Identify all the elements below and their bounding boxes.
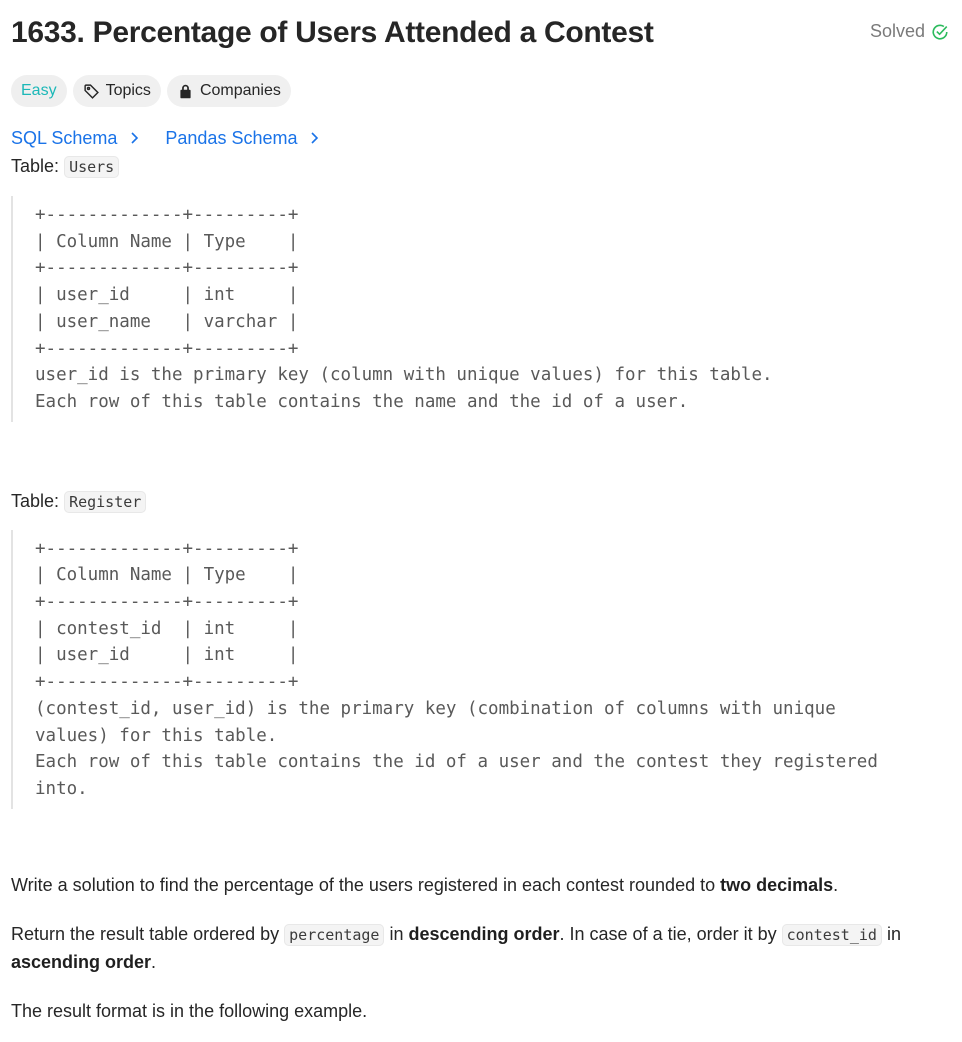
sql-schema-link[interactable] <box>11 127 141 149</box>
text: . In case of a tie, order it by <box>559 923 782 944</box>
title-row <box>11 0 951 58</box>
description-paragraph-1 <box>11 872 951 899</box>
tag-icon <box>83 83 100 100</box>
inline-code: percentage <box>284 924 384 946</box>
companies-label: Companies <box>199 82 281 99</box>
description-paragraph-3: The result format is in the following example. <box>11 1000 368 1021</box>
lock-icon <box>177 83 194 100</box>
text: Return the result table ordered by <box>11 923 285 944</box>
chevron-right-icon <box>307 131 321 145</box>
solved-label: Solved <box>869 21 925 41</box>
bold-text: descending order <box>408 923 560 944</box>
pandas-schema-link[interactable] <box>165 127 321 149</box>
table-label-text: Table: <box>11 156 60 176</box>
tag-row <box>11 75 951 107</box>
bold-text: ascending order <box>11 951 152 972</box>
table-label-text: Table: <box>11 490 60 511</box>
text: Write a solution to find the percentage of the users registered in each contest rounded to <box>11 874 721 895</box>
schema-links <box>11 127 951 149</box>
register-table-name: Register <box>64 491 146 513</box>
register-schema-block: +-------------+---------+ | Column Name | Type | +-------------+---------+ | contest_id | int | | user_id | int | +-------------+---------+ (contest_id, user_id) is the primary key (combination of columns with unique values) for this table. Each row of this table contains the id of a user and the contest they registered into. <box>11 530 951 809</box>
text: in <box>384 923 409 944</box>
users-table-name: Users <box>64 156 119 178</box>
inline-code: contest_id <box>782 924 882 946</box>
pandas-schema-label: Pandas Schema <box>165 127 298 148</box>
difficulty-badge <box>11 75 67 107</box>
text: . <box>833 874 839 895</box>
text: . <box>151 951 157 972</box>
users-schema-block: +-------------+---------+ | Column Name | Type | +-------------+---------+ | user_id | int | | user_name | varchar | +-------------+---------+ user_id is the primary key (column with unique values) for this table. Each row of this table contains the name and the id of a user. <box>11 196 951 422</box>
check-circle-icon <box>931 23 949 41</box>
description-paragraph-2 <box>11 921 951 976</box>
topics-label: Topics <box>105 82 151 99</box>
sql-schema-label: SQL Schema <box>11 127 118 148</box>
solved-status <box>870 14 951 42</box>
text: in <box>881 923 901 944</box>
chevron-right-icon <box>127 131 141 145</box>
difficulty-label: Easy <box>21 82 57 99</box>
users-table-label <box>11 154 951 179</box>
problem-title[interactable]: 1633. Percentage of Users Attended a Contest <box>11 16 654 49</box>
topics-button[interactable] <box>73 75 161 107</box>
companies-button[interactable] <box>167 75 291 107</box>
register-table-label <box>11 489 951 514</box>
bold-text: two decimals <box>720 874 834 895</box>
